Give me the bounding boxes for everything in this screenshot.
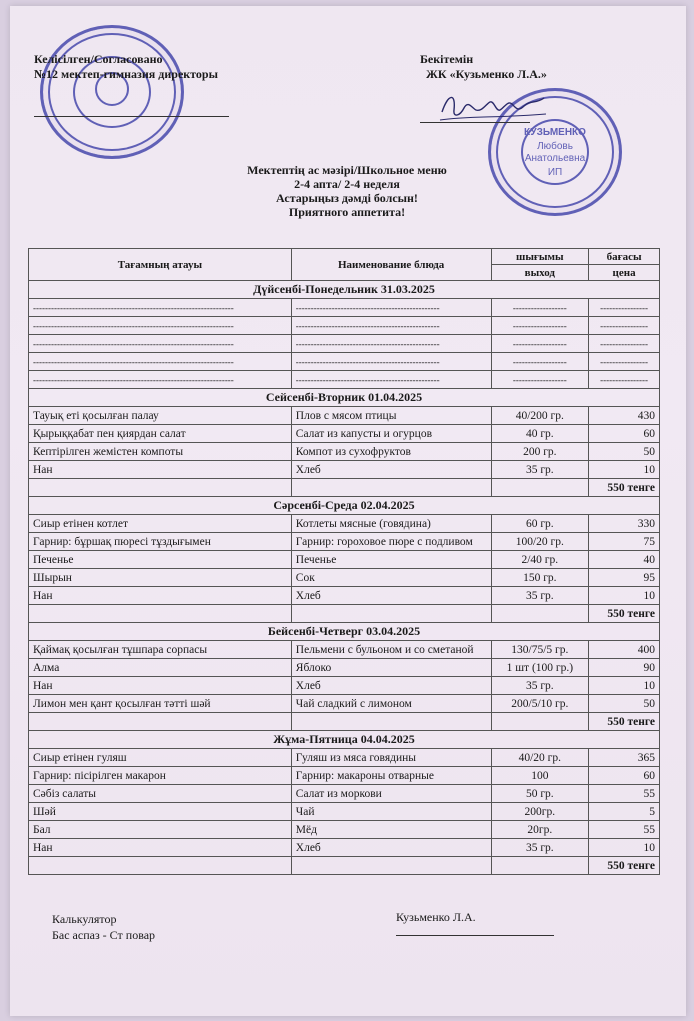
footer-signature-line bbox=[396, 935, 554, 936]
dish-price: 60 bbox=[589, 425, 660, 443]
dish-output: 130/75/5 гр. bbox=[491, 641, 589, 659]
col-header-ru: Наименование блюда bbox=[291, 249, 491, 281]
dish-output: ------------------ bbox=[491, 371, 589, 389]
table-row bbox=[29, 353, 660, 371]
dish-name-ru: Чай сладкий с лимоном bbox=[291, 695, 491, 713]
dish-price: ---------------- bbox=[589, 371, 660, 389]
approver-label: ЖК «Кузьменко Л.А.» bbox=[426, 67, 547, 81]
total-empty-cell bbox=[29, 479, 292, 497]
handwritten-signature bbox=[438, 86, 548, 126]
dish-name-kz: Шәй bbox=[29, 803, 292, 821]
dish-name-kz: Сиыр етінен котлет bbox=[29, 515, 292, 533]
dish-name-kz: ------------------------------------------------------------------- bbox=[29, 353, 292, 371]
dish-output: 40/20 гр. bbox=[491, 749, 589, 767]
dish-name-ru: ------------------------------------------------ bbox=[291, 353, 491, 371]
dish-output: 200гр. bbox=[491, 803, 589, 821]
day-header-row bbox=[29, 281, 660, 299]
dish-name-kz: Нан bbox=[29, 839, 292, 857]
table-row bbox=[29, 749, 660, 767]
dish-name-kz: ------------------------------------------------------------------- bbox=[29, 371, 292, 389]
dish-output: 20гр. bbox=[491, 821, 589, 839]
dish-price: 75 bbox=[589, 533, 660, 551]
dish-output: 35 гр. bbox=[491, 839, 589, 857]
table-row bbox=[29, 839, 660, 857]
dish-price: 400 bbox=[589, 641, 660, 659]
signature-line bbox=[34, 116, 229, 117]
dish-name-kz: Сиыр етінен гуляш bbox=[29, 749, 292, 767]
dish-price: 330 bbox=[589, 515, 660, 533]
total-empty-cell bbox=[29, 605, 292, 623]
dish-output: 200 гр. bbox=[491, 443, 589, 461]
dish-name-ru: Мёд bbox=[291, 821, 491, 839]
dish-price: ---------------- bbox=[589, 335, 660, 353]
dish-output: 35 гр. bbox=[491, 587, 589, 605]
dish-name-kz: Лимон мен қант қосылған тәтті шәй bbox=[29, 695, 292, 713]
greeting-ru: Приятного аппетита! bbox=[288, 205, 406, 219]
dish-name-ru: Хлеб bbox=[291, 461, 491, 479]
dish-name-kz: Алма bbox=[29, 659, 292, 677]
dish-name-kz: Гарнир: пісірілген макарон bbox=[29, 767, 292, 785]
dish-price: 5 bbox=[589, 803, 660, 821]
dish-name-kz: Сәбіз салаты bbox=[29, 785, 292, 803]
dish-name-kz: Қаймақ қосылған тұшпара сорпасы bbox=[29, 641, 292, 659]
total-row bbox=[29, 713, 660, 731]
dish-name-ru: Гуляш из мяса говядины bbox=[291, 749, 491, 767]
table-row bbox=[29, 677, 660, 695]
table-row bbox=[29, 515, 660, 533]
table-row bbox=[29, 335, 660, 353]
total-empty-cell bbox=[291, 479, 491, 497]
dish-name-ru: Чай bbox=[291, 803, 491, 821]
col-header-output-ru: выход bbox=[491, 265, 589, 281]
dish-output: 35 гр. bbox=[491, 461, 589, 479]
day-header-row bbox=[29, 731, 660, 749]
dish-name-kz: Нан bbox=[29, 461, 292, 479]
day-header-row bbox=[29, 497, 660, 515]
table-row bbox=[29, 371, 660, 389]
dish-price: 55 bbox=[589, 821, 660, 839]
dish-name-kz: ------------------------------------------------------------------- bbox=[29, 335, 292, 353]
school-seal bbox=[40, 25, 184, 159]
col-header-output-kz: шығымы bbox=[491, 249, 589, 265]
total-empty-cell bbox=[491, 713, 589, 731]
day-header-row bbox=[29, 389, 660, 407]
seal-ip: ИП bbox=[547, 167, 563, 178]
dish-name-kz: ------------------------------------------------------------------- bbox=[29, 317, 292, 335]
dish-name-ru: Хлеб bbox=[291, 587, 491, 605]
seal-name-surname: КУЗЬМЕНКО bbox=[524, 127, 586, 138]
dish-name-ru: Гарнир: гороховое пюре с подливом bbox=[291, 533, 491, 551]
table-row bbox=[29, 659, 660, 677]
day-name: Жұма-Пятница 04.04.2025 bbox=[29, 731, 660, 749]
total-empty-cell bbox=[29, 713, 292, 731]
dish-name-ru: Сок bbox=[291, 569, 491, 587]
day-total: 550 тенге bbox=[589, 605, 660, 623]
total-empty-cell bbox=[491, 605, 589, 623]
calculator-label: Калькулятор bbox=[52, 912, 117, 926]
col-header-kz: Тағамның атауы bbox=[29, 249, 292, 281]
dish-price: 430 bbox=[589, 407, 660, 425]
dish-name-ru: ------------------------------------------------ bbox=[291, 317, 491, 335]
dish-price: 95 bbox=[589, 569, 660, 587]
total-empty-cell bbox=[491, 857, 589, 875]
dish-name-kz: Печенье bbox=[29, 551, 292, 569]
dish-name-ru: Пельмени с бульоном и со сметаной bbox=[291, 641, 491, 659]
total-empty-cell bbox=[291, 713, 491, 731]
day-total: 550 тенге bbox=[589, 479, 660, 497]
dish-price: 40 bbox=[589, 551, 660, 569]
approved-block bbox=[420, 52, 547, 82]
table-row bbox=[29, 767, 660, 785]
dish-name-ru: Хлеб bbox=[291, 839, 491, 857]
day-name: Сәрсенбі-Среда 02.04.2025 bbox=[29, 497, 660, 515]
dish-name-kz: Нан bbox=[29, 677, 292, 695]
dish-name-kz: ------------------------------------------------------------------- bbox=[29, 299, 292, 317]
dish-name-ru: ------------------------------------------------ bbox=[291, 299, 491, 317]
table-row bbox=[29, 785, 660, 803]
total-row bbox=[29, 479, 660, 497]
chef-label: Бас аспаз - Ст повар bbox=[52, 928, 156, 942]
dish-name-kz: Шырын bbox=[29, 569, 292, 587]
dish-output: 60 гр. bbox=[491, 515, 589, 533]
dish-name-ru: Компот из сухофруктов bbox=[291, 443, 491, 461]
approver-signature-line bbox=[420, 122, 530, 123]
dish-output: 50 гр. bbox=[491, 785, 589, 803]
dish-output: 35 гр. bbox=[491, 677, 589, 695]
dish-price: 90 bbox=[589, 659, 660, 677]
dish-name-kz: Бал bbox=[29, 821, 292, 839]
dish-price: ---------------- bbox=[589, 299, 660, 317]
table-row bbox=[29, 569, 660, 587]
dish-price: 10 bbox=[589, 587, 660, 605]
total-empty-cell bbox=[29, 857, 292, 875]
dish-price: 50 bbox=[589, 695, 660, 713]
day-name: Дүйсенбі-Понедельник 31.03.2025 bbox=[29, 281, 660, 299]
greeting-kz: Астарыңыз дәмді болсын! bbox=[276, 191, 418, 205]
table-row bbox=[29, 425, 660, 443]
table-row bbox=[29, 587, 660, 605]
dish-output: ------------------ bbox=[491, 353, 589, 371]
dish-price: 50 bbox=[589, 443, 660, 461]
dish-output: 40 гр. bbox=[491, 425, 589, 443]
table-row bbox=[29, 803, 660, 821]
table-row bbox=[29, 407, 660, 425]
day-total: 550 тенге bbox=[589, 857, 660, 875]
dish-price: 10 bbox=[589, 677, 660, 695]
dish-output: 100/20 гр. bbox=[491, 533, 589, 551]
dish-output: 40/200 гр. bbox=[491, 407, 589, 425]
seal-name-first: Любовь bbox=[537, 141, 573, 152]
dish-name-ru: Салат из капусты и огурцов bbox=[291, 425, 491, 443]
col-header-price-ru: цена bbox=[589, 265, 660, 281]
dish-output: ------------------ bbox=[491, 317, 589, 335]
menu-title: Мектептің ас мәзірі/Школьное меню bbox=[247, 163, 447, 177]
dish-price: 10 bbox=[589, 461, 660, 479]
day-header-row bbox=[29, 623, 660, 641]
dish-output: 150 гр. bbox=[491, 569, 589, 587]
dish-price: 10 bbox=[589, 839, 660, 857]
table-row bbox=[29, 299, 660, 317]
dish-output: 200/5/10 гр. bbox=[491, 695, 589, 713]
table-row bbox=[29, 317, 660, 335]
seal-name-patronymic: Анатольевна bbox=[524, 153, 586, 164]
dish-name-kz: Қырыққабат пен қиярдан салат bbox=[29, 425, 292, 443]
dish-name-ru: Салат из моркови bbox=[291, 785, 491, 803]
menu-body bbox=[29, 281, 660, 875]
dish-price: ---------------- bbox=[589, 317, 660, 335]
table-row bbox=[29, 551, 660, 569]
dish-name-kz: Нан bbox=[29, 587, 292, 605]
total-row bbox=[29, 605, 660, 623]
dish-price: ---------------- bbox=[589, 353, 660, 371]
footer-left bbox=[52, 911, 155, 943]
table-row bbox=[29, 461, 660, 479]
menu-table bbox=[28, 248, 660, 875]
day-name: Сейсенбі-Вторник 01.04.2025 bbox=[29, 389, 660, 407]
dish-price: 55 bbox=[589, 785, 660, 803]
table-row bbox=[29, 533, 660, 551]
approved-label: Бекітемін bbox=[420, 52, 474, 66]
dish-name-ru: Плов с мясом птицы bbox=[291, 407, 491, 425]
school-director-label: №12 мектеп-гимназия директоры bbox=[34, 67, 218, 81]
dish-output: 2/40 гр. bbox=[491, 551, 589, 569]
menu-week: 2-4 апта/ 2-4 неделя bbox=[294, 177, 400, 191]
dish-name-ru: Хлеб bbox=[291, 677, 491, 695]
total-empty-cell bbox=[291, 605, 491, 623]
dish-name-ru: Яблоко bbox=[291, 659, 491, 677]
total-empty-cell bbox=[291, 857, 491, 875]
dish-name-ru: ------------------------------------------------ bbox=[291, 371, 491, 389]
dish-name-ru: Гарнир: макароны отварные bbox=[291, 767, 491, 785]
table-row bbox=[29, 695, 660, 713]
dish-output: 100 bbox=[491, 767, 589, 785]
dish-name-ru: Печенье bbox=[291, 551, 491, 569]
day-name: Бейсенбі-Четверг 03.04.2025 bbox=[29, 623, 660, 641]
footer-name: Кузьменко Л.А. bbox=[396, 910, 476, 924]
table-row bbox=[29, 443, 660, 461]
dish-name-kz: Гарнир: бұршақ пюресі тұздығымен bbox=[29, 533, 292, 551]
dish-name-ru: ------------------------------------------------ bbox=[291, 335, 491, 353]
dish-price: 365 bbox=[589, 749, 660, 767]
agreed-label: Келісілген/Согласовано bbox=[34, 52, 163, 66]
dish-name-ru: Котлеты мясные (говядина) bbox=[291, 515, 491, 533]
dish-price: 60 bbox=[589, 767, 660, 785]
day-total: 550 тенге bbox=[589, 713, 660, 731]
dish-output: ------------------ bbox=[491, 335, 589, 353]
dish-output: ------------------ bbox=[491, 299, 589, 317]
dish-name-kz: Тауық еті қосылған палау bbox=[29, 407, 292, 425]
col-header-price-kz: бағасы bbox=[589, 249, 660, 265]
agreed-block bbox=[34, 52, 218, 82]
table-row bbox=[29, 641, 660, 659]
dish-name-kz: Кептірілген жемістен компоты bbox=[29, 443, 292, 461]
dish-output: 1 шт (100 гр.) bbox=[491, 659, 589, 677]
table-row bbox=[29, 821, 660, 839]
total-row bbox=[29, 857, 660, 875]
total-empty-cell bbox=[491, 479, 589, 497]
